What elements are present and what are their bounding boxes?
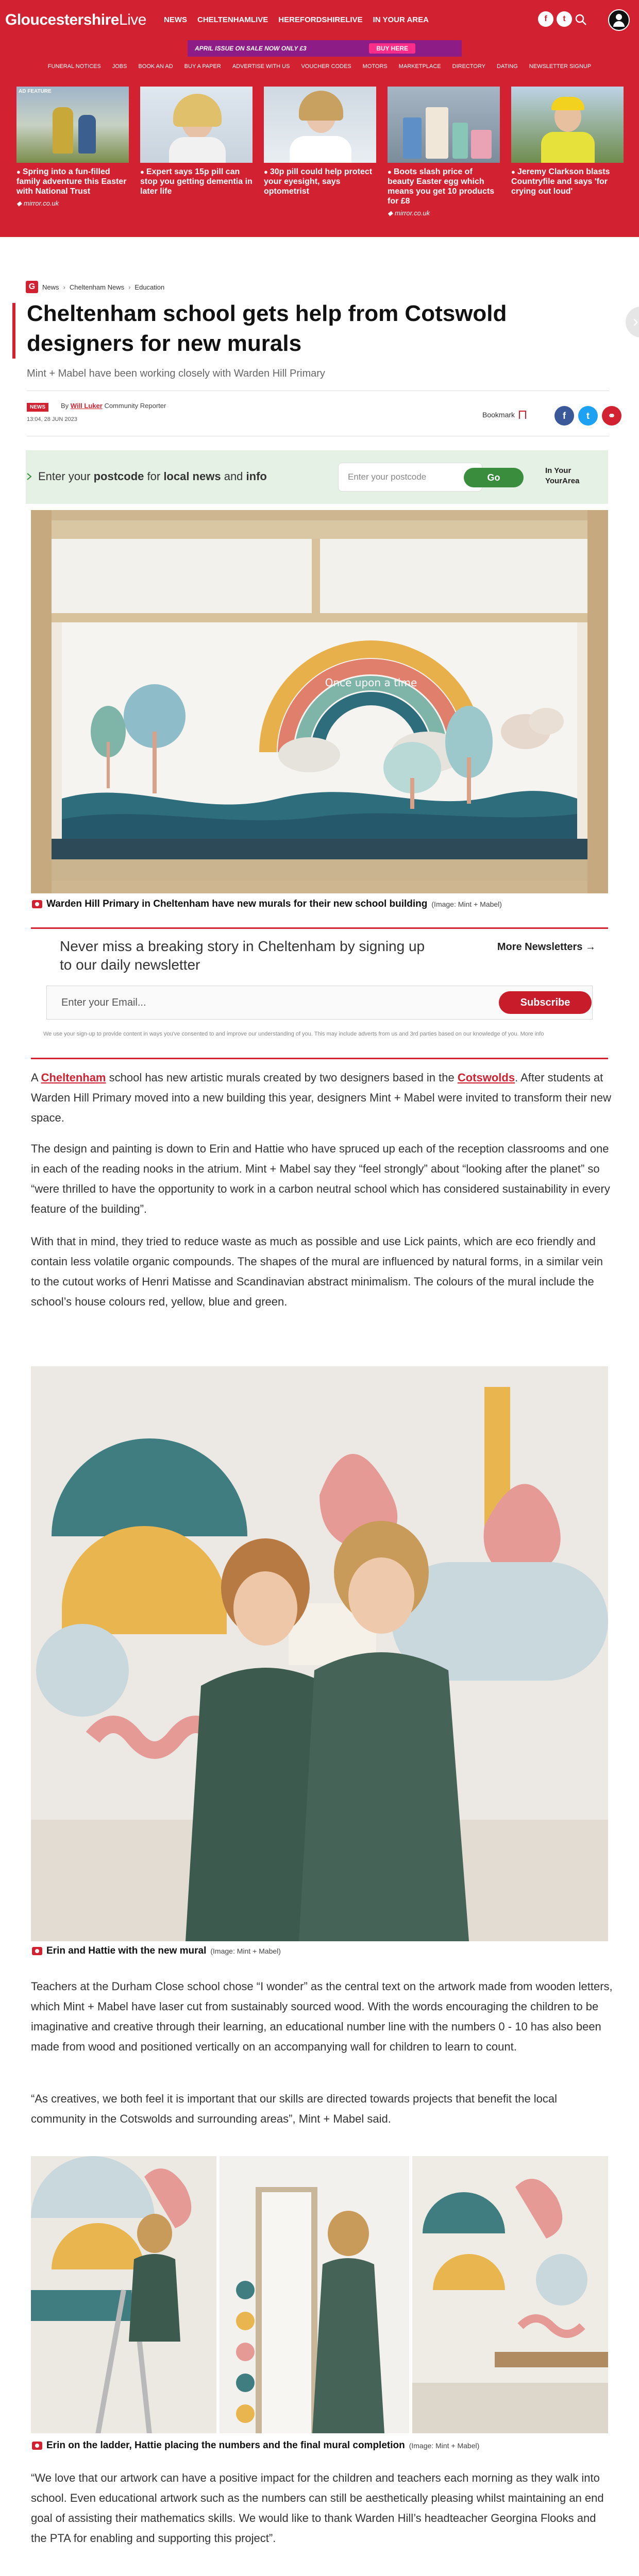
hero-image (31, 510, 608, 893)
logo-live-text: Live (119, 11, 146, 28)
twitter-icon[interactable]: t (557, 11, 572, 27)
pc-text-bold: info (246, 470, 267, 483)
pc-text: for (144, 470, 164, 483)
promo-card[interactable] (16, 87, 129, 208)
subnav-item[interactable]: DATING (497, 63, 518, 70)
cotswolds-link[interactable]: Cotswolds (457, 1071, 515, 1084)
subnav-item[interactable]: BOOK AN AD (138, 63, 173, 70)
arrow-right-icon: → (585, 941, 596, 953)
completed-mural-photo (412, 2156, 608, 2433)
hero-caption (32, 899, 502, 910)
promo-card[interactable] (264, 87, 376, 196)
site-logo[interactable] (5, 11, 146, 29)
nav-cheltenhamlive[interactable]: CHELTENHAMLIVE (197, 15, 268, 24)
chevron-right-icon (26, 473, 33, 480)
breadcrumb (26, 281, 164, 293)
promo-text: ● Boots slash price of beauty Easter egg which means you get 10 products for £8 (388, 167, 500, 206)
caption-text: Warden Hill Primary in Cheltenham have new murals for their new school building (46, 899, 428, 909)
brand-line: YourArea (545, 477, 580, 485)
breadcrumb-cheltenham-news[interactable]: Cheltenham News (69, 283, 125, 291)
nav-news[interactable]: NEWS (164, 15, 187, 24)
promo-image (511, 87, 624, 163)
bookmark-icon (519, 411, 526, 419)
caption-text: Erin and Hattie with the new mural (46, 1945, 207, 1956)
text-run: . After students at Warden Hill Primary moved into a new building this year, designers Mint + Mabel were invited to transform their new space. (31, 1071, 611, 1124)
body-paragraph: “We love that our artwork can have a positive impact for the children and teachers each morning as they walk into school. Even educational artwork such as the numbers can still be aesthetically pleasing whilst maintaining an end goal of assisting their mathematics skills. We would like to thank Warden Hill’s headteacher Georgina Flooks and the PTA for enabling and supporting this project”. (31, 2471, 604, 2545)
byline-prefix: By (61, 402, 69, 410)
nav-in-your-area[interactable]: IN YOUR AREA (373, 15, 429, 24)
camera-icon (32, 1947, 42, 1955)
more-newsletters-link[interactable] (497, 941, 596, 953)
top-header (0, 0, 639, 40)
news-badge: NEWS (27, 403, 48, 412)
brand-line: In Your (545, 466, 571, 475)
email-input[interactable]: Enter your Email... (46, 986, 593, 1020)
caption-text: Erin on the ladder, Hattie placing the numbers and the final mural completion (46, 2440, 405, 2451)
breadcrumb-separator: › (63, 283, 65, 291)
ad-strip (0, 40, 639, 58)
promo-source: ◆ mirror.co.uk (16, 199, 129, 208)
completed-mural-illustration (412, 2156, 608, 2433)
subscribe-button[interactable]: Subscribe (499, 991, 592, 1014)
pc-text-bold: postcode (93, 470, 144, 483)
numbers-photo (220, 2156, 409, 2433)
breadcrumb-news[interactable]: News (42, 283, 59, 291)
promo-source: ◆ mirror.co.uk (388, 209, 500, 217)
share-facebook-icon[interactable]: f (554, 406, 574, 426)
bookmark-button[interactable] (482, 411, 526, 419)
subnav-item[interactable]: BUY A PAPER (184, 63, 221, 70)
promo-card[interactable] (388, 87, 500, 217)
publish-date: 13:04, 28 JUN 2023 (27, 416, 77, 422)
magazine-promo-banner[interactable] (188, 40, 462, 57)
promoted-stories (0, 75, 639, 237)
bookmark-label: Bookmark (482, 411, 515, 419)
site-mark-icon[interactable]: G (26, 281, 38, 293)
body-paragraph: “As creatives, we both feel it is important that our skills are directed towards projects that benefit the local community in the Cotswolds and surrounding areas”, Mint + Mabel said. (31, 2092, 558, 2125)
pc-text: and (221, 470, 246, 483)
ladder-photo (31, 2156, 216, 2433)
breadcrumb-separator: › (128, 283, 131, 291)
promo-image (264, 87, 376, 163)
postcode-widget (26, 450, 608, 504)
promo-image (388, 87, 500, 163)
designers-photo (31, 1366, 608, 1941)
newsletter-signup (31, 927, 608, 1059)
newsletter-legal: We use your sign-up to provide content in ways you've consented to and improve our understanding of you. This may include adverts from us and 3rd parties based on our knowledge of you. More info (43, 1031, 544, 1037)
subnav-item[interactable]: NEWSLETTER SIGNUP (529, 63, 592, 70)
cheltenham-link[interactable]: Cheltenham (41, 1071, 106, 1084)
author-link[interactable]: Will Luker (70, 402, 103, 410)
subnav-item[interactable]: VOUCHER CODES (301, 63, 351, 70)
title-accent-bar (12, 303, 15, 359)
promo-text: ● Spring into a fun-filled family adventure this Easter with National Trust (16, 167, 129, 196)
newsletter-headline: Never miss a breaking story in Cheltenham by signing up to our daily newsletter (60, 938, 425, 973)
inyourarea-logo (545, 466, 579, 486)
designers-caption (32, 1945, 281, 1957)
postcode-go-button[interactable]: Go (464, 468, 524, 487)
breadcrumb-education[interactable]: Education (134, 283, 165, 291)
main-nav (164, 15, 429, 24)
text-run: school has new artistic murals created by two designers based in the (106, 1071, 458, 1084)
caption-credit: (Image: Mint + Mabel) (210, 1947, 281, 1955)
promo-buy-button[interactable]: BUY HERE (369, 43, 415, 54)
more-newsletters-label: More Newsletters (497, 941, 583, 953)
subnav-item[interactable]: DIRECTORY (452, 63, 486, 70)
sub-nav (0, 58, 639, 75)
postcode-input[interactable]: Enter your postcode (338, 463, 482, 492)
ladder-illustration (31, 2156, 216, 2433)
body-paragraph: With that in mind, they tried to reduce waste as much as possible and use Lick paints, which are eco friendly and contain less volatile organic compounds. The shapes of the mural are influenced by natural forms, in a similar vein to the cutout works of Henri Matisse and Scandinavian abstract minimalism. The colours of the mural include the school’s house colours red, yellow, blue and green. (31, 1235, 603, 1308)
mural-text: Once upon a time (325, 676, 417, 689)
promo-image (140, 87, 253, 163)
facebook-icon[interactable]: f (538, 11, 553, 27)
promo-card[interactable] (140, 87, 253, 196)
next-article-arrow-icon[interactable] (626, 307, 639, 337)
share-link-icon[interactable]: ⚭ (602, 406, 621, 426)
numbers-illustration (220, 2156, 409, 2433)
caption-credit: (Image: Mint + Mabel) (431, 900, 502, 908)
camera-icon (32, 900, 42, 908)
author-role: Community Reporter (104, 402, 166, 410)
postcode-label (38, 470, 267, 483)
article-subtitle: Mint + Mabel have been working closely with Warden Hill Primary (27, 368, 325, 379)
promo-card[interactable] (511, 87, 624, 196)
body-paragraph: Teachers at the Durham Close school chose “I wonder” as the central text on the artwork made from wooden letters, which Mint + Mabel have laser cut from sustainably sourced wood. With the words encouraging the children to be imaginative and creative through their learning, an educational number line with the numbers 0 - 10 has also been made from wood and positioned vertically on an accompanying wall for children to learn to count. (31, 1980, 613, 2053)
body-paragraph: The design and painting is down to Erin and Hattie who have spruced up each of the reception classrooms and one in each of the reading nooks in the atrium. Mint + Mabel say they “feel strongly” about “looking after the planet” so “were thrilled to have the opportunity to work in a carbon neutral school which has considered sustainability in every feature of the building”. (31, 1142, 610, 1215)
mural-illustration (31, 510, 608, 893)
article-title: Cheltenham school gets help from Cotswold designers for new murals (27, 301, 507, 356)
promo-image (16, 87, 129, 163)
body-paragraph (31, 1067, 613, 1128)
pc-text: Enter your (38, 470, 94, 483)
account-icon[interactable] (608, 9, 630, 31)
subnav-item[interactable]: MOTORS (362, 63, 388, 70)
share-twitter-icon[interactable]: t (578, 406, 598, 426)
text-run: A (31, 1071, 41, 1084)
promo-text: ● Expert says 15p pill can stop you getting dementia in later life (140, 167, 253, 196)
designers-illustration (31, 1366, 608, 1941)
camera-icon (32, 2442, 42, 2450)
promo-text: ● Jeremy Clarkson blasts Countryfile and says 'for crying out loud' (511, 167, 624, 196)
promo-label: APRIL ISSUE ON SALE NOW ONLY £3 (195, 45, 307, 52)
search-icon[interactable] (574, 13, 587, 26)
social-links (538, 11, 572, 27)
byline (61, 402, 166, 410)
process-caption (32, 2440, 479, 2451)
ad-feature-tag: AD FEATURE (19, 89, 52, 94)
subnav-item[interactable]: MARKETPLACE (398, 63, 441, 70)
subnav-item[interactable]: ADVERTISE WITH US (232, 63, 290, 70)
caption-credit: (Image: Mint + Mabel) (409, 2442, 480, 2450)
subnav-item[interactable]: FUNERAL NOTICES (47, 63, 101, 70)
logo-main-text: Gloucestershire (5, 11, 119, 28)
pc-text-bold: local news (163, 470, 221, 483)
promo-text: ● 30p pill could help protect your eyesight, says optometrist (264, 167, 376, 196)
subnav-item[interactable]: JOBS (112, 63, 127, 70)
nav-herefordshirelive[interactable]: HEREFORDSHIRELIVE (278, 15, 363, 24)
